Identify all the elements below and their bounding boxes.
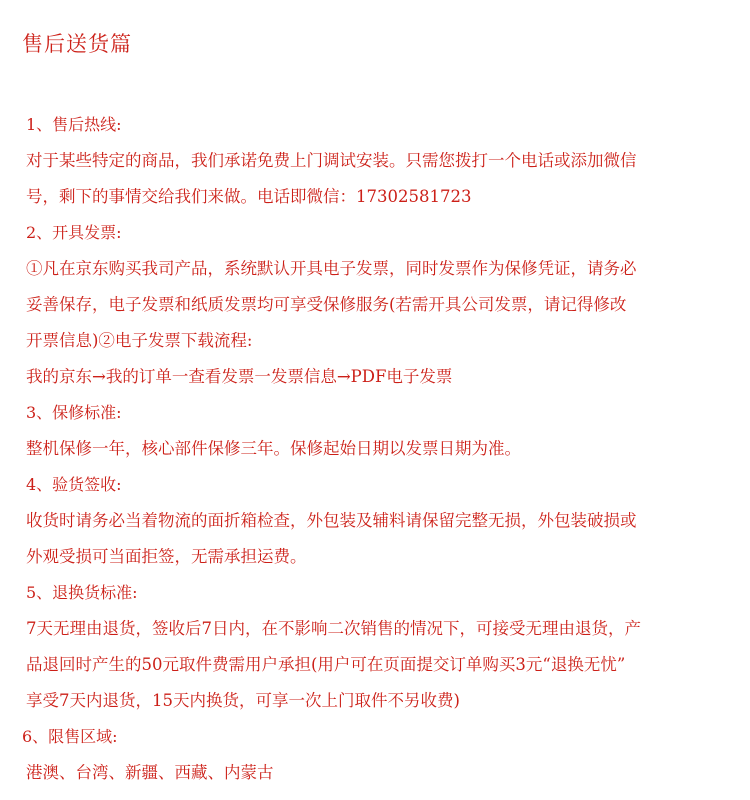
text-line: 对于某些特定的商品，我们承诺免费上门调试安装。只需您拨打一个电话或添加微信	[26, 151, 637, 170]
section-body	[26, 503, 726, 575]
section-inspection	[26, 467, 726, 575]
text-line: 品退回时产生的50元取件费需用户承担(用户可在页面提交订单购买3元“退换无忧”	[26, 655, 626, 674]
page-title: 售后送货篇	[22, 32, 132, 56]
text-line: 我的京东→我的订单一查看发票一发票信息→PDF电子发票	[26, 367, 453, 386]
section-heading: 6、限售区域:	[22, 727, 118, 746]
section-hotline	[26, 107, 726, 215]
text-line: 整机保修一年，核心部件保修三年。保修起始日期以发票日期为准。	[26, 439, 521, 458]
text-line: 开票信息)②电子发票下载流程:	[26, 331, 253, 350]
text-line: 号，剩下的事情交给我们来做。电话即微信：17302581723	[26, 187, 472, 206]
section-body	[26, 755, 726, 791]
text-line: 外观受损可当面拒签，无需承担运费。	[26, 547, 307, 566]
section-body	[26, 143, 726, 215]
section-heading: 4、验货签收:	[26, 475, 122, 494]
text-line: ①凡在京东购买我司产品，系统默认开具电子发票，同时发票作为保修凭证，请务必	[26, 259, 637, 278]
policy-content	[22, 107, 726, 791]
text-line: 港澳、台湾、新疆、西藏、内蒙古	[26, 763, 274, 782]
section-heading: 1、售后热线:	[26, 115, 122, 134]
section-body	[26, 251, 726, 395]
section-warranty	[26, 395, 726, 467]
section-heading: 2、开具发票:	[26, 223, 122, 242]
text-line: 收货时请务必当着物流的面折箱检查，外包装及辅料请保留完整无损，外包装破损或	[26, 511, 637, 530]
section-heading: 5、退换货标准:	[26, 583, 138, 602]
section-returns	[26, 575, 726, 719]
section-heading: 3、保修标准:	[26, 403, 122, 422]
section-body	[26, 611, 726, 719]
section-restricted-areas	[22, 719, 726, 791]
text-line: 享受7天内退货，15天内换货，可享一次上门取件不另收费)	[26, 691, 460, 710]
text-line: 7天无理由退货，签收后7日内，在不影响二次销售的情况下，可接受无理由退货，产	[26, 619, 641, 638]
section-body	[26, 431, 726, 467]
section-invoice	[26, 215, 726, 395]
text-line: 妥善保存，电子发票和纸质发票均可享受保修服务(若需开具公司发票，请记得修改	[26, 295, 627, 314]
